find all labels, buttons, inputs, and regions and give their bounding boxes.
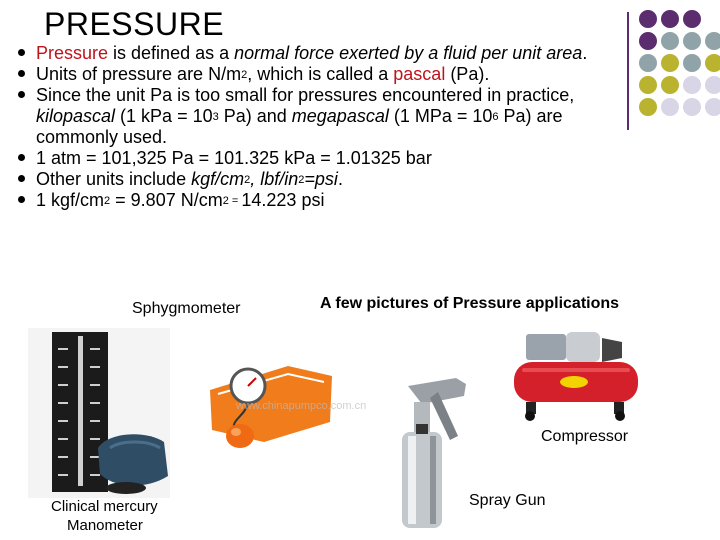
dot [705,98,720,116]
text-italic: , [250,169,261,189]
text: = 9.807 N/cm [110,190,223,210]
superscript: 2 [222,195,229,207]
dot [661,98,679,116]
superscript: 2 [104,195,111,207]
dot [683,32,701,50]
superscript: 2 [241,69,248,81]
text: 1 kgf/cm [36,190,105,210]
superscript: 2 [244,174,251,186]
dot [661,76,679,94]
text: Other units include [36,169,192,189]
caption-manometer-line1: Clinical mercury [51,498,158,515]
text: 1 atm = 101,325 Pa = 101.325 kPa = 1.01325 bar [36,148,432,168]
text-italic: =psi [304,169,338,189]
caption-compressor: Compressor [541,428,629,445]
text: . [582,43,588,63]
dot [639,98,657,116]
bullet-conversion [18,190,638,211]
caption-spray-gun: Spray Gun [469,492,546,509]
text: Units of pressure are N/m [36,64,242,84]
text: Since the unit Pa is too small for pressures encountered in practice, [36,85,575,105]
bullet-atm [18,148,638,169]
text-italic: kgf/cm [191,169,245,189]
dot [705,32,720,50]
dot [661,54,679,72]
text: is defined as a [108,43,235,63]
dot [705,54,720,72]
bullet-definition [18,43,638,64]
text-italic: normal force exerted by a fluid per unit area [234,43,583,63]
term-pascal: pascal [393,64,446,84]
spray-gun-image [378,376,472,532]
bullet-units [18,64,638,85]
text-italic: lbf/in [260,169,299,189]
dot [705,76,720,94]
superscript: = [228,195,242,207]
dot [661,32,679,50]
caption-applications: A few pictures of Pressure applications [320,295,620,312]
bullet-kpa-mpa [18,85,638,148]
term-pressure: Pressure [36,43,109,63]
dot [683,98,701,116]
dot [639,32,657,50]
bullet-marker [18,70,25,77]
text: (1 MPa = 10 [388,106,493,126]
bullet-marker [18,154,25,161]
caption-manometer-line2: Manometer [67,517,143,534]
text: Pa) and [218,106,292,126]
bullet-marker [18,91,25,98]
decorative-dot-grid [639,10,720,130]
compressor-image [510,328,642,422]
bullet-marker [18,175,25,182]
dot [639,76,657,94]
bullet-other-units [18,169,638,190]
dot [639,54,657,72]
caption-sphygmometer: Sphygmometer [132,300,241,317]
dot [683,76,701,94]
bullet-marker [18,49,25,56]
watermark-text: www.chinapumpco.com.cn [236,400,367,412]
text: (1 kPa = 10 [115,106,213,126]
mercury-manometer-image [28,328,170,498]
bullet-list [18,43,638,211]
text: (Pa). [445,64,490,84]
text: 14.223 psi [241,190,325,210]
text-italic: megapascal [291,106,389,126]
text-italic: kilopascal [36,106,116,126]
bullet-marker [18,196,25,203]
dot [661,10,679,28]
superscript: 3 [212,111,219,123]
slide-title: PRESSURE [44,6,225,42]
dot [683,10,701,28]
superscript: 6 [492,111,499,123]
dot [639,10,657,28]
text: Pa) are commonly used. [36,106,563,147]
text: . [337,169,343,189]
superscript: 2 [298,174,305,186]
dot [683,54,701,72]
text: , which is called a [247,64,394,84]
